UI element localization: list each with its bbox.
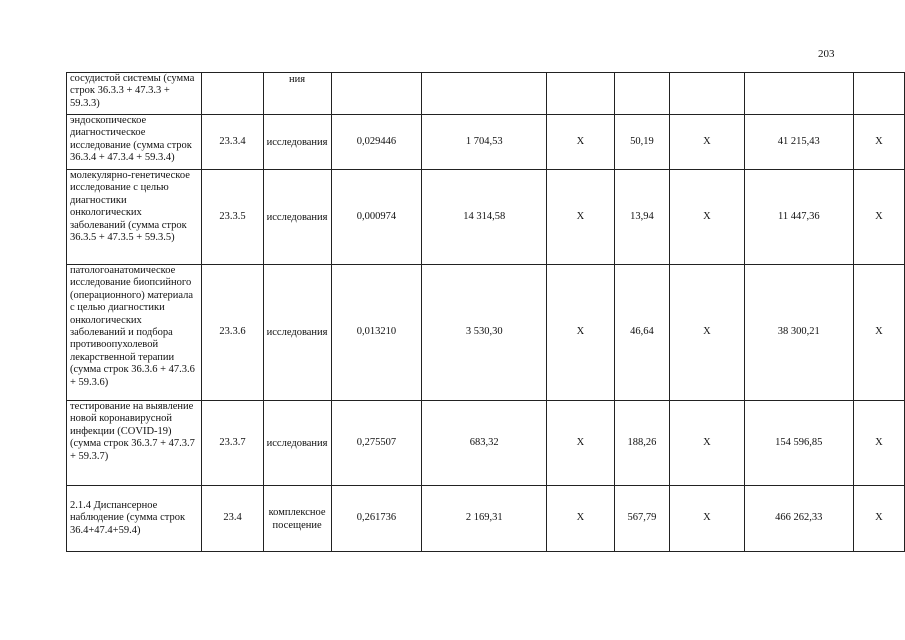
value-cell: X — [853, 265, 904, 401]
service-name: эндоскопическое диагностическое исследование (сумма строк 36.3.4 + 47.3.4 + 59.3.4) — [67, 115, 202, 170]
value-cell: X — [547, 486, 615, 552]
row-code: 23.3.5 — [202, 170, 263, 265]
value-cell: 38 300,21 — [744, 265, 853, 401]
value-cell: 3 530,30 — [422, 265, 547, 401]
value-cell: 0,029446 — [331, 115, 422, 170]
value-cell: X — [670, 115, 744, 170]
value-cell: X — [853, 401, 904, 486]
unit-cell: исследования — [263, 265, 331, 401]
value-cell: X — [670, 486, 744, 552]
value-cell: 14 314,58 — [422, 170, 547, 265]
row-code — [202, 73, 263, 115]
value-cell: 188,26 — [614, 401, 670, 486]
value-cell — [853, 73, 904, 115]
table-row — [67, 265, 905, 401]
value-cell — [670, 73, 744, 115]
unit-cell: исследования — [263, 170, 331, 265]
value-cell: X — [853, 486, 904, 552]
value-cell: 46,64 — [614, 265, 670, 401]
value-cell: 2 169,31 — [422, 486, 547, 552]
table-row — [67, 401, 905, 486]
table-row — [67, 73, 905, 115]
service-name: патологоанатомическое исследование биопсийного (операционного) материала с целью диагностики онкологических заболеваний и подбора противоопухолевой лекарственной терапии (сумма строк 36.3.6 + 47.3.6 + 59.3.6) — [67, 265, 202, 401]
value-cell: 0,275507 — [331, 401, 422, 486]
value-cell: X — [670, 170, 744, 265]
value-cell: X — [547, 265, 615, 401]
value-cell: X — [670, 401, 744, 486]
unit-cell: ния — [263, 73, 331, 115]
value-cell: 41 215,43 — [744, 115, 853, 170]
value-cell — [614, 73, 670, 115]
value-cell: X — [547, 170, 615, 265]
value-cell — [744, 73, 853, 115]
row-code: 23.3.4 — [202, 115, 263, 170]
value-cell: X — [853, 115, 904, 170]
data-table — [66, 72, 905, 552]
value-cell: 11 447,36 — [744, 170, 853, 265]
service-name: молекулярно-генетическое исследование с целью диагностики онкологических заболеваний (сумма строк 36.3.5 + 47.3.5 + 59.3.5) — [67, 170, 202, 265]
value-cell: 50,19 — [614, 115, 670, 170]
row-code: 23.4 — [202, 486, 263, 552]
table-row — [67, 486, 905, 552]
unit-cell: комплексное посещение — [263, 486, 331, 552]
unit-cell: исследования — [263, 401, 331, 486]
value-cell — [422, 73, 547, 115]
service-name: тестирование на выявление новой коронавирусной инфекции (COVID-19) (сумма строк 36.3.7 + 47.3.7 + 59.3.7) — [67, 401, 202, 486]
value-cell: 154 596,85 — [744, 401, 853, 486]
value-cell: 567,79 — [614, 486, 670, 552]
value-cell — [547, 73, 615, 115]
service-name: 2.1.4 Диспансерное наблюдение (сумма строк 36.4+47.4+59.4) — [67, 486, 202, 552]
unit-cell: исследования — [263, 115, 331, 170]
value-cell: X — [670, 265, 744, 401]
service-name: сосудистой системы (сумма строк 36.3.3 + 47.3.3 + 59.3.3) — [67, 73, 202, 115]
value-cell: 466 262,33 — [744, 486, 853, 552]
row-code: 23.3.6 — [202, 265, 263, 401]
value-cell: 0,261736 — [331, 486, 422, 552]
value-cell: X — [853, 170, 904, 265]
table-row — [67, 170, 905, 265]
page-number: 203 — [818, 48, 835, 60]
value-cell: 0,000974 — [331, 170, 422, 265]
row-code: 23.3.7 — [202, 401, 263, 486]
value-cell: 683,32 — [422, 401, 547, 486]
value-cell: 13,94 — [614, 170, 670, 265]
value-cell: X — [547, 115, 615, 170]
value-cell — [331, 73, 422, 115]
value-cell: 0,013210 — [331, 265, 422, 401]
table-row — [67, 115, 905, 170]
value-cell: 1 704,53 — [422, 115, 547, 170]
value-cell: X — [547, 401, 615, 486]
